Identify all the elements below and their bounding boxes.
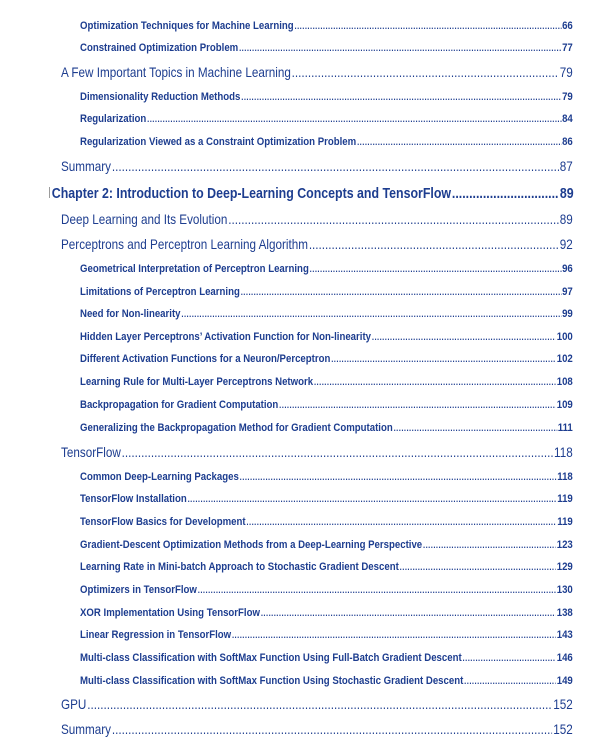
toc-section-entry[interactable] bbox=[61, 65, 573, 80]
dot-leader bbox=[181, 308, 561, 320]
dot-leader bbox=[112, 722, 552, 737]
toc-subsection-entry[interactable] bbox=[80, 113, 573, 125]
dot-leader bbox=[463, 652, 556, 664]
dot-leader bbox=[292, 65, 559, 80]
toc-entry-title: Chapter 2: Introduction to Deep-Learning Concepts and TensorFlow bbox=[51, 185, 452, 202]
toc-subsection-entry[interactable] bbox=[80, 308, 573, 320]
toc-section-entry[interactable] bbox=[61, 212, 573, 227]
toc-page-number: 152 bbox=[553, 722, 573, 737]
dot-leader bbox=[314, 376, 556, 388]
toc-entry-title: Limitations of Perceptron Learning bbox=[80, 285, 240, 298]
toc-entry-title: TensorFlow Installation bbox=[80, 492, 187, 505]
dot-leader bbox=[310, 263, 562, 275]
toc-page-number: 109 bbox=[556, 398, 573, 411]
dot-leader bbox=[112, 159, 559, 174]
toc-subsection-entry[interactable] bbox=[80, 353, 573, 365]
toc-entry-title: Linear Regression in TensorFlow bbox=[80, 628, 232, 641]
toc-entry-title: Learning Rate in Mini-batch Approach to Stochastic Gradient Descent bbox=[80, 560, 399, 573]
dot-leader bbox=[232, 629, 556, 641]
dot-leader bbox=[261, 607, 556, 619]
toc-subsection-entry[interactable] bbox=[80, 20, 573, 32]
toc-page-number: 130 bbox=[556, 583, 573, 596]
dot-leader bbox=[239, 42, 561, 54]
toc-entry-title: TensorFlow bbox=[61, 445, 121, 460]
toc-entry-title: Common Deep-Learning Packages bbox=[80, 470, 239, 483]
toc-entry-title: XOR Implementation Using TensorFlow bbox=[80, 606, 260, 619]
toc-subsection-entry[interactable] bbox=[80, 42, 573, 54]
toc-entry-title: Regularization bbox=[80, 112, 147, 125]
dot-leader bbox=[246, 516, 556, 528]
toc-subsection-entry[interactable] bbox=[80, 91, 573, 103]
toc-page-number: 152 bbox=[553, 697, 573, 712]
toc-subsection-entry[interactable] bbox=[80, 422, 573, 434]
toc-entry-title: Learning Rule for Multi-Layer Perceptrons Network bbox=[80, 375, 314, 388]
toc-subsection-entry[interactable] bbox=[80, 607, 573, 619]
toc-subsection-entry[interactable] bbox=[80, 539, 573, 551]
toc-subsection-entry[interactable] bbox=[80, 331, 573, 343]
dot-leader bbox=[452, 186, 559, 202]
toc-page-number: 77 bbox=[562, 41, 573, 54]
toc-subsection-entry[interactable] bbox=[80, 399, 573, 411]
toc-entry-title: Need for Non-linearity bbox=[80, 307, 181, 320]
chapter-marker-icon bbox=[49, 187, 50, 198]
dot-leader bbox=[400, 561, 556, 573]
toc-page-number: 89 bbox=[559, 185, 574, 202]
dot-leader bbox=[372, 331, 556, 343]
toc-page-number: 123 bbox=[556, 538, 573, 551]
toc-section-entry[interactable] bbox=[61, 445, 573, 460]
toc-subsection-entry[interactable] bbox=[80, 493, 573, 505]
toc-page-number: 97 bbox=[562, 285, 573, 298]
dot-leader bbox=[357, 136, 561, 148]
toc-entry-title: Perceptrons and Perceptron Learning Algorithm bbox=[61, 237, 308, 252]
toc-page-number: 89 bbox=[559, 212, 573, 227]
toc-page-number: 108 bbox=[556, 375, 573, 388]
toc-entry-title: Hidden Layer Perceptrons’ Activation Function for Non-linearity bbox=[80, 330, 372, 343]
toc-subsection-entry[interactable] bbox=[80, 652, 573, 664]
toc-page-number: 129 bbox=[556, 560, 573, 573]
toc-page-number: 119 bbox=[557, 492, 573, 505]
toc-entry-title: Generalizing the Backpropagation Method for Gradient Computation bbox=[80, 421, 393, 434]
toc-entry-title: Summary bbox=[61, 159, 112, 174]
toc-subsection-entry[interactable] bbox=[80, 675, 573, 687]
dot-leader bbox=[309, 237, 559, 252]
dot-leader bbox=[198, 584, 556, 596]
toc-page-number: 79 bbox=[559, 65, 573, 80]
dot-leader bbox=[188, 493, 557, 505]
toc-entry-title: Geometrical Interpretation of Perceptron Learning bbox=[80, 262, 309, 275]
toc-page-number: 99 bbox=[562, 307, 573, 320]
dot-leader bbox=[295, 20, 562, 32]
toc-page-number: 87 bbox=[559, 159, 573, 174]
toc-entry-title: TensorFlow Basics for Development bbox=[80, 515, 246, 528]
dot-leader bbox=[241, 286, 562, 298]
toc-chapter-entry[interactable] bbox=[49, 186, 574, 202]
toc-subsection-entry[interactable] bbox=[80, 471, 573, 483]
toc-subsection-entry[interactable] bbox=[80, 629, 573, 641]
dot-leader bbox=[147, 113, 561, 125]
toc-page-number: 149 bbox=[556, 674, 573, 687]
toc-page-number: 86 bbox=[562, 135, 573, 148]
toc-entry-title: Optimization Techniques for Machine Learning bbox=[80, 19, 294, 32]
toc-subsection-entry[interactable] bbox=[80, 376, 573, 388]
toc-page-number: 66 bbox=[562, 19, 573, 32]
toc-subsection-entry[interactable] bbox=[80, 263, 573, 275]
toc-entry-title: Constrained Optimization Problem bbox=[80, 41, 239, 54]
dot-leader bbox=[228, 212, 559, 227]
toc-page-number: 119 bbox=[557, 515, 573, 528]
toc-section-entry[interactable] bbox=[61, 697, 573, 712]
toc-page-number: 118 bbox=[557, 470, 573, 483]
dot-leader bbox=[240, 471, 557, 483]
toc-entry-title: Deep Learning and Its Evolution bbox=[61, 212, 228, 227]
toc-entry-title: A Few Important Topics in Machine Learning bbox=[61, 65, 291, 80]
toc-subsection-entry[interactable] bbox=[80, 516, 573, 528]
toc-section-entry[interactable] bbox=[61, 722, 573, 737]
dot-leader bbox=[122, 445, 554, 460]
toc-entry-title: Different Activation Functions for a Neuron/Perceptron bbox=[80, 352, 331, 365]
dot-leader bbox=[241, 91, 561, 103]
toc-page-number: 92 bbox=[559, 237, 573, 252]
dot-leader bbox=[423, 539, 556, 551]
toc-entry-title: Dimensionality Reduction Methods bbox=[80, 90, 241, 103]
toc-page-number: 111 bbox=[557, 421, 573, 434]
toc-entry-title: Multi-class Classification with SoftMax Function Using Stochastic Gradient Descent bbox=[80, 674, 464, 687]
toc-subsection-entry[interactable] bbox=[80, 561, 573, 573]
toc-page-number: 146 bbox=[556, 651, 573, 664]
toc-page-number: 143 bbox=[556, 628, 573, 641]
toc-entry-title: Optimizers in TensorFlow bbox=[80, 583, 197, 596]
dot-leader bbox=[87, 697, 552, 712]
toc-subsection-entry[interactable] bbox=[80, 584, 573, 596]
toc-entry-title: Summary bbox=[61, 722, 112, 737]
toc-section-entry[interactable] bbox=[61, 237, 573, 252]
toc-page-number: 102 bbox=[556, 352, 573, 365]
toc-subsection-entry[interactable] bbox=[80, 286, 573, 298]
toc-page-number: 118 bbox=[554, 445, 573, 460]
toc-section-entry[interactable] bbox=[61, 159, 573, 174]
toc-entry-title: Regularization Viewed as a Constraint Optimization Problem bbox=[80, 135, 357, 148]
toc-subsection-entry[interactable] bbox=[80, 136, 573, 148]
dot-leader bbox=[331, 353, 556, 365]
toc-entry-title: Gradient-Descent Optimization Methods from a Deep-Learning Perspective bbox=[80, 538, 423, 551]
toc-entry-title: GPU bbox=[61, 697, 87, 712]
dot-leader bbox=[464, 675, 556, 687]
toc-page-number: 96 bbox=[562, 262, 573, 275]
toc-page-number: 138 bbox=[556, 606, 573, 619]
dot-leader bbox=[394, 422, 557, 434]
toc-page-number: 100 bbox=[556, 330, 573, 343]
toc-entry-title: Multi-class Classification with SoftMax Function Using Full-Batch Gradient Descent bbox=[80, 651, 462, 664]
toc-entry-title: Backpropagation for Gradient Computation bbox=[80, 398, 279, 411]
dot-leader bbox=[279, 399, 556, 411]
toc-page-number: 79 bbox=[562, 90, 573, 103]
toc-page-number: 84 bbox=[562, 112, 573, 125]
